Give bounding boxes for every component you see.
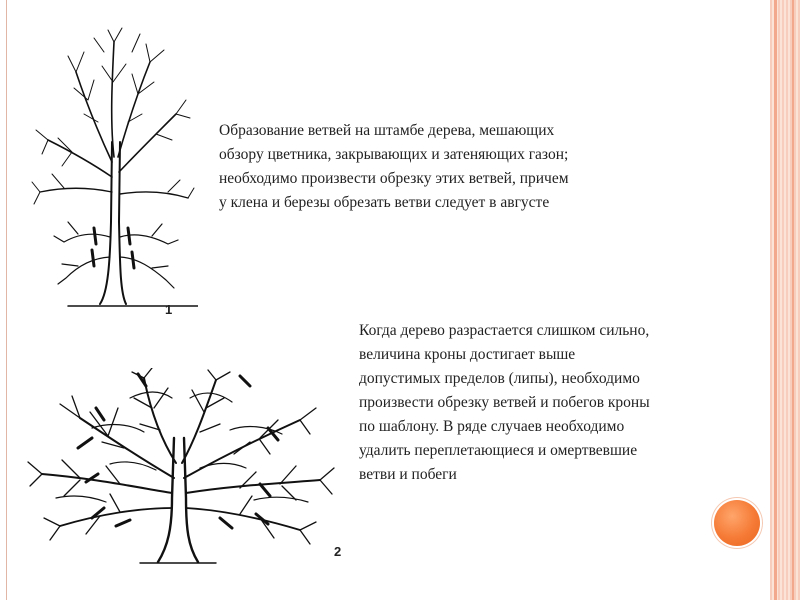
- figure-number-1: 1: [165, 302, 173, 317]
- slide-border-left: [6, 0, 7, 600]
- slide-border-right: [770, 0, 800, 600]
- figure-number-2: 2: [334, 544, 342, 559]
- bare-tree-icon: [28, 22, 198, 322]
- tree-figure-2: [20, 368, 340, 564]
- wide-tree-icon: [20, 368, 340, 564]
- text-block-trunk-pruning: Образование ветвей на штамбе дерева, мешающих обзору цветника, закрывающих и затеняющих газон; необходимо произвести обрезку этих ветвей, причем у клена и березы обрезать ветви следует в августе: [219, 122, 569, 211]
- decorative-orange-circle-icon: [714, 500, 760, 546]
- tree-figure-1: [28, 22, 198, 322]
- text-block-crown-pruning: Когда дерево разрастается слишком сильно, величина кроны достигает выше допустимых пределов (липы), необходимо произвести обрезку ветвей и побегов кроны по шаблону. В ряде случаев необходимо удалить переплетающиеся и омертвевшие ветви и побеги: [359, 322, 650, 483]
